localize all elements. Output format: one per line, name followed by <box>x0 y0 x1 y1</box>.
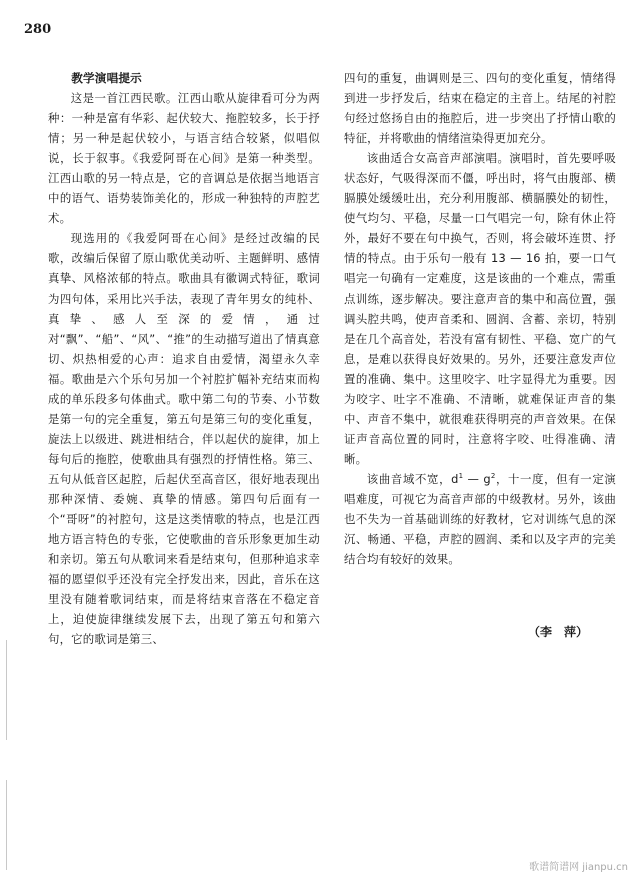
page-number: 280 <box>24 22 52 37</box>
superscript: 2 <box>490 472 496 481</box>
text-fragment: — g <box>463 471 491 486</box>
paragraph: 这是一首江西民歌。江西山歌从旋律看可分为两种：一种是富有华彩、起伏较大、拖腔较多，长于抒情；另一种是起伏较小，与语言结合较紧，似唱似说，长于叙事。《我爱阿哥在心间》是第一种类型。江西山歌的另一特点是，它的音调总是依据当地语言中的语气、语势装饰美化的，形成一种独特的声腔艺术。 <box>48 91 320 226</box>
superscript: 1 <box>458 472 464 481</box>
paragraph: 现选用的《我爱阿哥在心间》是经过改编的民歌，改编后保留了原山歌优美动听、主题鲜明、感情真挚、风格浓郁的特点。歌曲具有徽调式特征，歌词为四句体，采用比兴手法，表现了青年男女的纯朴、真挚、感人至深的爱情，通过对“飘”、“船”、“风”、“推”的生动描写道出了情真意切、炽热相爱的心声：追求自由爱情，渴望永久幸福。歌曲是六个乐句另加一个衬腔扩幅补充结束而构成的单乐段多句体曲式。歌中第二句的节奏、小节数是第一句的完全重复，第五句是第三句的变化重复，旋法上以级进、跳进相结合，伴以起伏的旋律，加上每句后的拖腔，使歌曲具有强烈的抒情性格。第三、五句从低音区起腔，后起伏至高音区，很好地表现出那种深情、委婉、真挚的情感。第四句后面有一个“哥呀”的衬腔句，这是这类情歌的特点，也是江西地方语言特色的专张，它使歌曲的音乐形象更加生动和亲切。第五句从歌词来看是结束句，但那种追求幸福的愿望似乎还没有完全抒发出来，因此，音乐在这里没有随着歌词结束，而是将结束音落在不稳定音上，迫使旋律继续发展下去，出现了第五句和第六句，它的歌词是第三、 <box>48 231 320 647</box>
watermark: 歌谱简谱网 jianpu.cn <box>529 862 628 873</box>
right-column <box>344 68 616 569</box>
left-column <box>48 68 320 649</box>
paragraph: 该曲适合女高音声部演唱。演唱时，首先要呼吸状态好，气吸得深而不僵，呼出时，将气由腹部、横膈膜处缓缓吐出，充分利用腹部、横膈膜处的韧性，使气均匀、平稳，尽量一口气唱完一句，除有休止符外，最好不要在句中换气，否则，将会破坏连贯、抒情的特点。由于乐句一般有 13 — 16 拍，要一口气唱完一句确有一定难度，这是该曲的一个难点，需重点训练，逐步解决。要注意声音的集中和高位置，强调头腔共鸣，使声音柔和、圆润、含蓄、亲切，特别是在几个高音处，若没有富有韧性、平稳、宽广的气息，是难以获得良好效果的。另外，还要注意发声位置的准确、集中。这里咬字、吐字显得尤为重要。因为咬字、吐字不准确、不清晰，就难保证声音的集中、声音不集中，就很难获得明亮的声音效果。在保证声音高位置的同时，注意将字咬、吐得准确、清晰。 <box>344 151 616 466</box>
text-fragment: 该曲音域不宽，d <box>366 471 459 486</box>
scan-edge-line <box>6 640 7 740</box>
section-title: 教学演唱提示 <box>71 71 142 85</box>
text-fragment: ，十一度，但有一定演唱难度，可视它为高音声部的中级教材。另外，该曲也不失为一首基础训练的好教材，它对训练气息的深沉、畅通、平稳，声腔的圆润、柔和以及字声的完美结合均有较好的效果。 <box>344 471 616 567</box>
paragraph: 四句的重复，曲调则是三、四句的变化重复，情绪得到进一步抒发后，结束在稳定的主音上。结尾的衬腔句经过悠扬自由的拖腔后，进一步突出了抒情山歌的特征，并将歌曲的情绪渲染得更加充分。 <box>344 71 616 146</box>
paragraph-vocal-range <box>344 469 616 569</box>
author-signature: （李 萍） <box>528 625 589 639</box>
scan-edge-line <box>6 780 7 870</box>
